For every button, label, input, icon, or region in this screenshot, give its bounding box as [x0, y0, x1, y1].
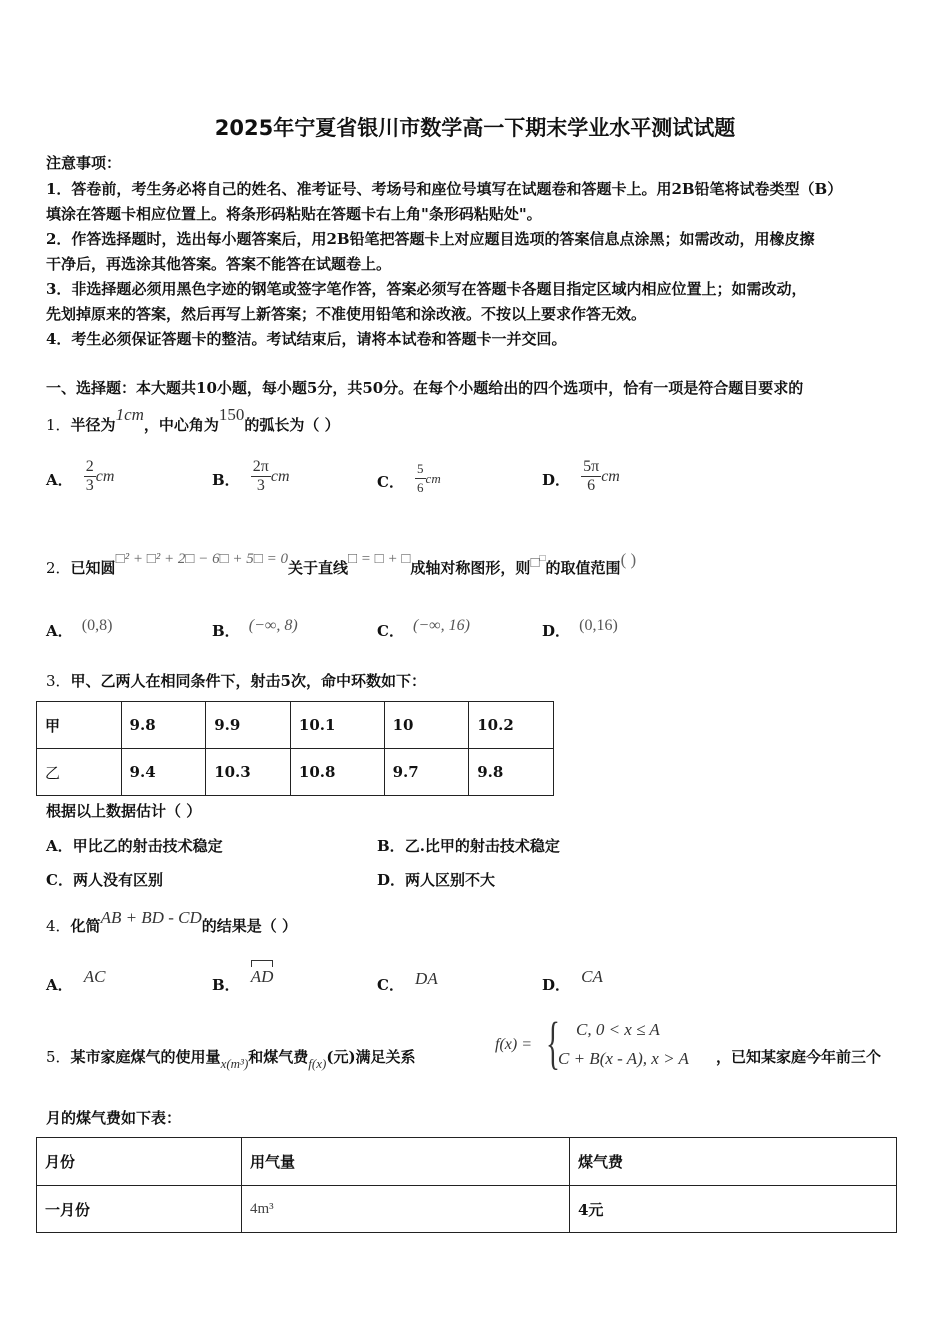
- question-number: 5．: [46, 1048, 71, 1066]
- q4-option-d[interactable]: D． CA: [542, 967, 603, 994]
- q4-option-c[interactable]: C． DA: [377, 969, 438, 994]
- circle-equation: □² + □² + 2□ − 6□ + 5□ = 0: [115, 551, 288, 567]
- variable: □□: [530, 553, 546, 571]
- q2-option-a[interactable]: A． (0,8): [46, 617, 113, 640]
- angle-math: 150: [218, 405, 245, 424]
- notice-heading: 注意事项：: [46, 154, 122, 172]
- q2-option-b[interactable]: B． (−∞, 8): [212, 617, 298, 640]
- table-row: 乙 9.4 10.3 10.8 9.7 9.8: [37, 749, 554, 796]
- vector-expression: AB + BD - CD: [100, 908, 202, 927]
- q3-prompt: 根据以上数据估计（ ）: [46, 802, 202, 820]
- page-title: 2025年宁夏省银川市数学高一下期末学业水平测试试题: [214, 116, 736, 140]
- piecewise-function: f(x) =: [495, 1036, 532, 1053]
- question-4: 4．化简AB + BD - CD的结果是（ ）: [46, 908, 297, 935]
- fee-var: f(x): [308, 1056, 327, 1071]
- question-number: 2．: [46, 559, 71, 577]
- q3-option-d[interactable]: D．两人区别不大: [377, 871, 496, 889]
- notice-line: 干净后，再选涂其他答案。答案不能答在试题卷上。: [46, 255, 392, 273]
- notice-line: 1．答卷前，考生务必将自己的姓名、准考证号、考场号和座位号填写在试题卷和答题卡上。用2B铅笔将试卷类型（B）: [46, 180, 843, 198]
- q1-option-d[interactable]: D． $\frac{5\pi}{6}$ cm: [542, 458, 620, 494]
- table-row: 甲 9.8 9.9 10.1 10 10.2: [37, 702, 554, 749]
- q1-option-b[interactable]: B． $\frac{2\pi}{3}$ cm: [212, 458, 290, 494]
- q4-option-b[interactable]: B． AD: [212, 966, 273, 987]
- question-1: 1．半径为1cm，中心角为150的弧长为（ ）: [46, 405, 340, 434]
- section-heading: 一、选择题：本大题共10小题，每小题5分，共50分。在每个小题给出的四个选项中，恰有一项是符合题目要求的: [46, 379, 804, 397]
- q3-option-a[interactable]: A．甲比乙的射击技术稳定: [46, 837, 223, 855]
- score-table: [36, 701, 554, 796]
- usage-var: x(m³): [220, 1056, 249, 1071]
- q1-option-c[interactable]: C． $\frac{5}{6}$ cm: [377, 461, 441, 495]
- notice-line: 先划掉原来的答案，然后再写上新答案；不准使用铅笔和涂改液。不按以上要求作答无效。: [46, 305, 647, 323]
- q4-option-a[interactable]: A． AC: [46, 967, 106, 994]
- q2-option-d[interactable]: D． (0,16): [542, 617, 618, 640]
- question-3: 3．甲、乙两人在相同条件下，射击5次，命中环数如下：: [46, 672, 426, 690]
- fraction: $\frac{2\pi}{3}$: [252, 458, 269, 494]
- notice-line: 4．考生必须保证答题卡的整洁。考试结束后，请将本试卷和答题卡一并交回。: [46, 330, 567, 348]
- brace: {: [546, 1010, 560, 1075]
- table-header-row: 月份 用气量 煤气费: [37, 1138, 897, 1186]
- table-row: 一月份 4m³ 4元: [37, 1186, 897, 1233]
- question-number: 1．: [46, 416, 71, 434]
- q1-option-a[interactable]: A． $\frac{2}{3}$ cm: [46, 458, 115, 494]
- question-5-cont: ，已知某家庭今年前三个: [716, 1048, 882, 1066]
- fraction: $\frac{5}{6}$: [417, 461, 424, 495]
- notice-line: 3．非选择题必须用黑色字迹的钢笔或签字笔作答，答案必须写在答题卡各题目指定区域内相应位置上；如需改动，: [46, 280, 807, 298]
- q3-option-c[interactable]: C．两人没有区别: [46, 871, 163, 889]
- q2-option-c[interactable]: C． (−∞, 16): [377, 617, 470, 640]
- line-equation: □ = □ + □: [347, 551, 411, 567]
- vector-arrow-icon: [251, 960, 274, 967]
- question-number: 3．: [46, 672, 71, 690]
- radius-math: 1cm: [115, 405, 144, 424]
- q3-option-b[interactable]: B．乙.比甲的射击技术稳定: [377, 837, 560, 855]
- gas-fee-table: [36, 1137, 897, 1233]
- piecewise-case-1: C, 0 < x ≤ A: [576, 1020, 660, 1039]
- piecewise-case-2: C + B(x - A), x > A: [558, 1049, 689, 1068]
- question-number: 4．: [46, 917, 71, 935]
- fraction: $\frac{5\pi}{6}$: [583, 458, 600, 494]
- question-5: 5．某市家庭煤气的使用量x(m³)和煤气费f(x)(元)满足关系: [46, 1048, 416, 1071]
- question-2: 2．已知圆□² + □² + 2□ − 6□ + 5□ = 0关于直线□ = □ + □成轴对称图形，则□□的取值范围( ): [46, 550, 637, 577]
- notice-line: 2．作答选择题时，选出每小题答案后，用2B铅笔把答题卡上对应题目选项的答案信息点涂黑；如需改动，用橡皮擦: [46, 230, 815, 248]
- fraction: $\frac{2}{3}$: [85, 458, 94, 494]
- notice-line: 填涂在答题卡相应位置上。将条形码粘贴在答题卡右上角"条形码粘贴处"。: [46, 205, 542, 223]
- question-5-cont2: 月的煤气费如下表：: [46, 1109, 182, 1127]
